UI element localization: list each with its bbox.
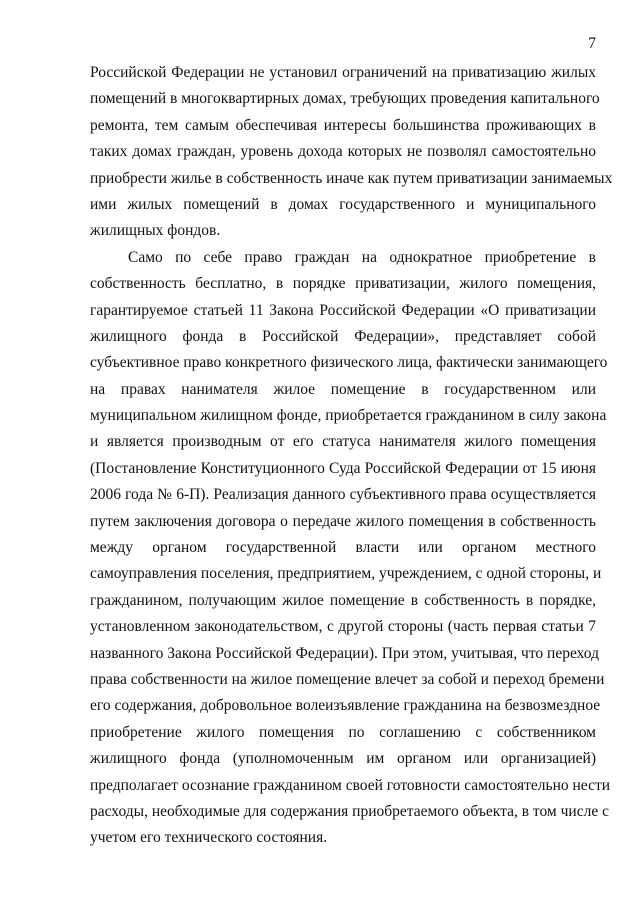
text-line: собственность бесплатно, в порядке приватизации, жилого помещения, [90, 275, 596, 293]
page-number: 7 [588, 35, 596, 52]
text-line: самоуправления поселения, предприятием, учреждением, с одной стороны, и [90, 565, 602, 583]
text-line: установленном законодательством, с другой стороны (часть первая статьи 7 [90, 618, 596, 636]
text-line: учетом его технического состояния. [90, 829, 328, 847]
text-line: путем заключения договора о передаче жилого помещения в собственность [90, 512, 596, 530]
text-line: расходы, необходимые для содержания приобретаемого объекта, в том числе с [90, 802, 609, 820]
text-line: 2006 года № 6-П). Реализация данного субъективного права осуществляется [90, 486, 596, 504]
text-line: между органом государственной власти или органом местного [90, 539, 596, 557]
text-line: приобретение жилого помещения по соглашению с собственником [90, 723, 596, 741]
text-line: и является производным от его статуса нанимателя жилого помещения [90, 433, 596, 451]
text-line: муниципальном жилищном фонде, приобретается гражданином в силу закона [90, 407, 607, 425]
text-line: (Постановление Конституционного Суда Российской Федерации от 15 июня [90, 459, 596, 477]
text-line: ремонта, тем самым обеспечивая интересы большинства проживающих в [90, 116, 596, 134]
text-line: предполагает осознание гражданином своей готовности самостоятельно нести [90, 776, 611, 794]
body-text [90, 60, 613, 852]
text-line: его содержания, добровольное волеизъявление гражданина на безвозмездное [90, 697, 601, 715]
text-line: помещений в многоквартирных домах, требующих проведения капитального [90, 90, 600, 108]
text-line: права собственности на жилое помещение влечет за собой и переход бремени [90, 670, 605, 688]
text-line: приобрести жилье в собственность иначе как путем приватизации занимаемых [90, 169, 613, 187]
text-line: субъективное право конкретного физического лица, фактически занимающего [90, 354, 608, 372]
text-line: Само по себе право граждан на однократное приобретение в [128, 248, 596, 266]
text-line: названного Закона Российской Федерации). При этом, учитывая, что переход [90, 644, 599, 662]
text-line: на правах нанимателя жилое помещение в государственном или [90, 380, 596, 398]
text-line: жилищного фонда (уполномоченным им органом или организацией) [90, 750, 596, 768]
text-line: Российской Федерации не установил ограничений на приватизацию жилых [90, 64, 596, 81]
text-line: гарантируемое статьей 11 Закона Российской Федерации «О приватизации [90, 301, 596, 319]
text-line: жилищного фонда в Российской Федерации», представляет собой [90, 327, 596, 345]
text-line: гражданином, получающим жилое помещение в собственность в порядке, [90, 591, 596, 609]
text-line: таких домах граждан, уровень дохода которых не позволял самостоятельно [90, 143, 596, 161]
text-line: ими жилых помещений в домах государственного и муниципального [90, 195, 596, 213]
text-line: жилищных фондов. [90, 222, 221, 240]
